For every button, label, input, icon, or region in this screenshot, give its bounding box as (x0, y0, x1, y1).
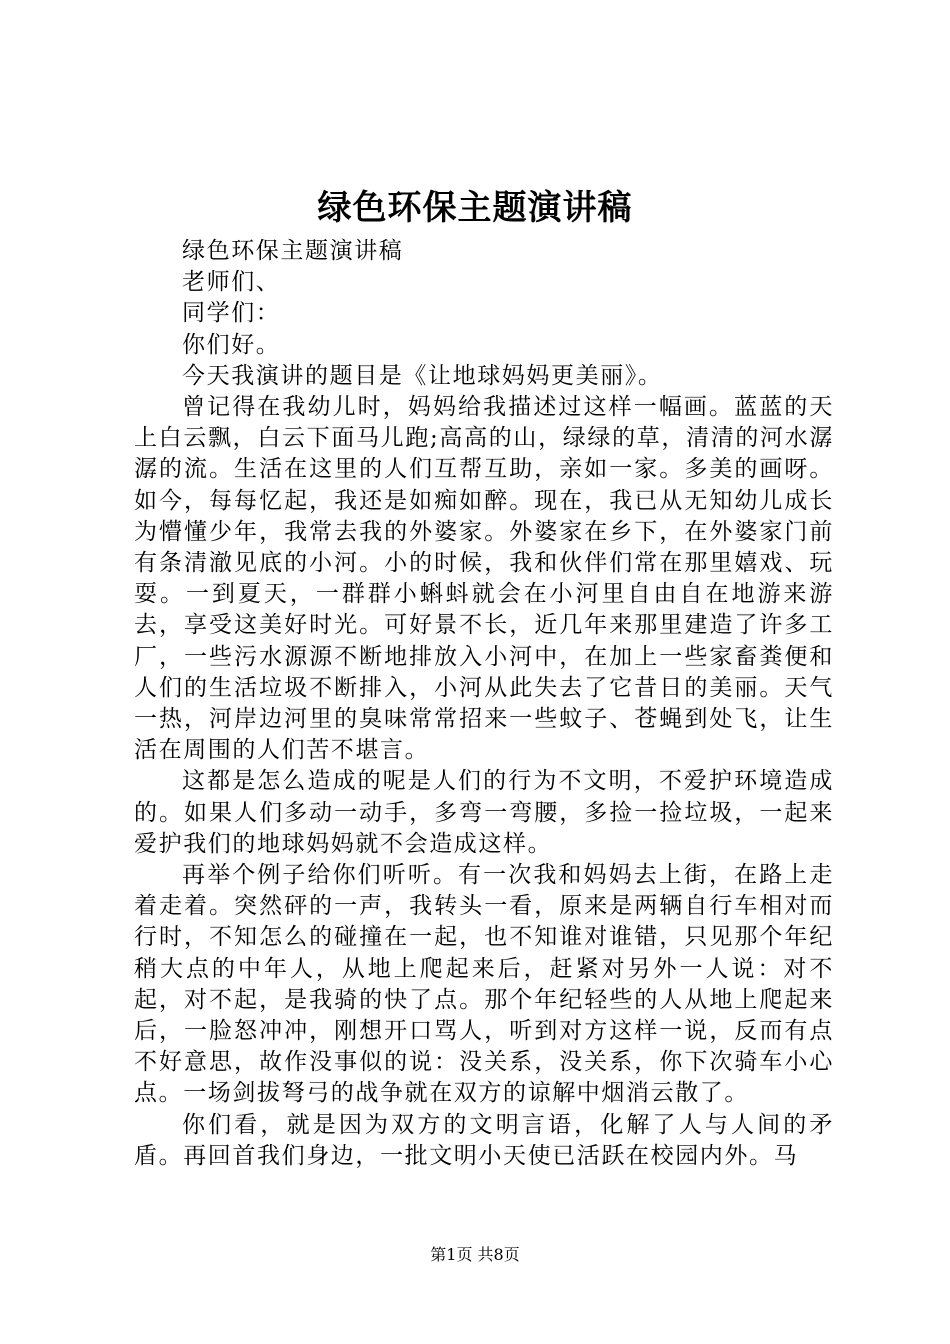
paragraph-hello: 你们好。 (182, 331, 281, 358)
paragraph-memory: 曾记得在我幼儿时，妈妈给我描述过这样一幅画。蓝蓝的天上白云飘，白云下面马儿跑;高高的山，绿绿的草，清清的河水潺潺的流。生活在这里的人们互帮互助，亲如一家。多美的画呀。如今，每每忆起，我还是如痴如醉。现在，我已从无知幼儿成长为懵懂少年，我常去我的外婆家。外婆家在乡下，在外婆家门前有条清澈见底的小河。小的时候，我和伙伴们常在那里嬉戏、玩耍。一到夏天，一群群小蝌蚪就会在小河里自由自在地游来游去，享受这美好时光。可好景不长，近几年来那里建造了许多工厂，一些污水源源不断地排放入小河中，在加上一些家畜粪便和人们的生活垃圾不断排入，小河从此失去了它昔日的美丽。天气一热，河岸边河里的臭味常常招来一些蚊子、苍蝇到处飞，让生活在周围的人们苦不堪言。 (134, 394, 834, 764)
paragraph-greeting-teachers: 老师们、 (182, 269, 281, 296)
paragraph-cause: 这都是怎么造成的呢是人们的行为不文明，不爱护环境造成的。如果人们多动一动手，多弯一弯腰，多捡一捡垃圾，一起来爱护我们的地球妈妈就不会造成这样。 (134, 768, 834, 857)
paragraph-topic: 今天我演讲的题目是《让地球妈妈更美丽》。 (182, 362, 663, 389)
paragraph-greeting-students: 同学们： (182, 300, 281, 327)
paragraph-heading: 绿色环保主题演讲稿 (182, 238, 404, 264)
paragraph-example: 再举个例子给你们听听。有一次我和妈妈去上街，在路上走着走着。突然砰的一声，我转头一看，原来是两辆自行车相对而行时，不知怎么的碰撞在一起，也不知谁对谁错，只见那个年纪稍大点的中年人，从地上爬起来后，赶紧对另外一人说：对不起，对不起，是我骑的快了点。那个年纪轻些的人从地上爬起来后，一脸怒冲冲，刚想开口骂人，听到对方这样一说，反而有点不好意思，故作没事似的说：没关系，没关系，你下次骑车小心点。一场剑拔弩弓的战争就在双方的谅解中烟消云散了。 (134, 862, 834, 1107)
document-title: 绿色环保主题演讲稿 (317, 188, 633, 228)
paragraph-conclusion: 你们看，就是因为双方的文明言语，化解了人与人间的矛盾。再回首我们身边，一批文明小天使已活跃在校园内外。马 (134, 1111, 834, 1169)
document-body (134, 236, 834, 1172)
page-footer: 第1页 共8页 (430, 1245, 520, 1264)
